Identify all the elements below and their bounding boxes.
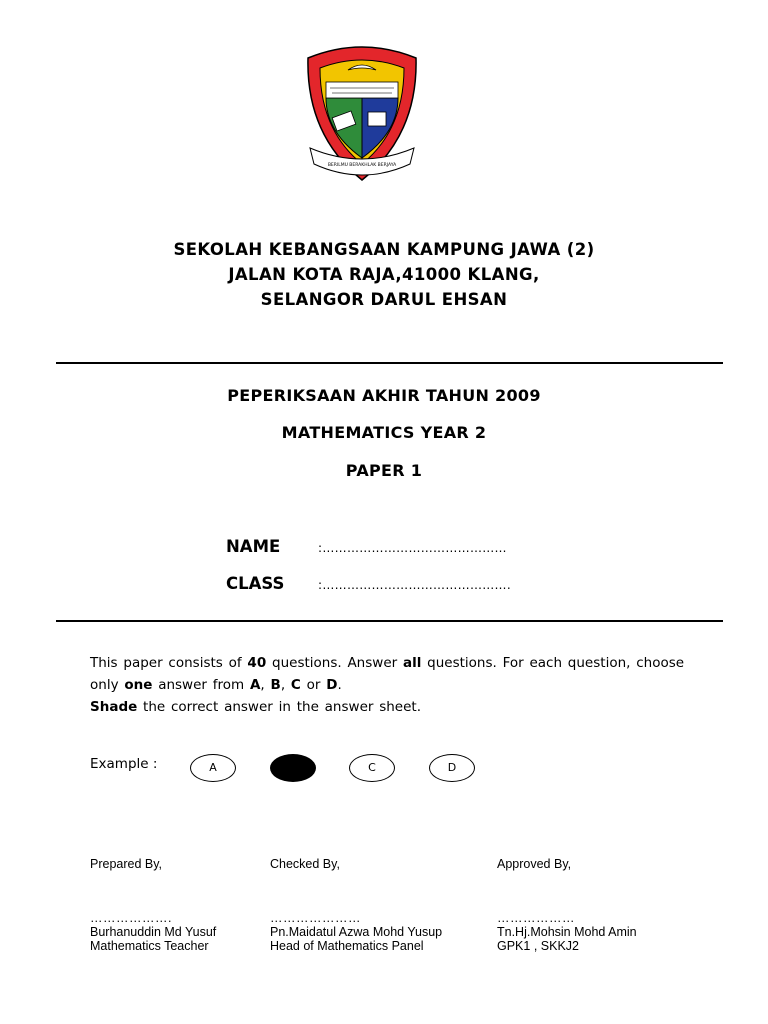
- signature-line: ………………: [497, 911, 575, 925]
- name-label: NAME: [226, 537, 281, 556]
- signature-checked: Checked By, ………………… Pn.Maidatul Azwa Mohd Yusup Head of Mathematics Panel: [270, 857, 443, 953]
- signatory-title: Head of Mathematics Panel: [270, 939, 424, 953]
- shade-keyword: Shade: [90, 699, 138, 715]
- exam-subject: MATHEMATICS YEAR 2: [281, 423, 487, 442]
- school-street: JALAN KOTA RAJA,41000 KLANG,: [228, 265, 540, 284]
- divider-bottom: [56, 620, 723, 622]
- class-blank[interactable]: :……………………………………….: [318, 578, 511, 592]
- exam-paper: PAPER 1: [345, 461, 423, 480]
- signature-line: ……………….: [90, 911, 172, 925]
- signatory-name: Tn.Hj.Mohsin Mohd Amin: [497, 925, 637, 939]
- example-option-b-shaded: B: [270, 754, 316, 782]
- divider-top: [56, 362, 723, 364]
- school-crest-logo: [300, 40, 424, 190]
- school-state: SELANGOR DARUL EHSAN: [260, 290, 508, 309]
- example-option-c: C: [349, 754, 395, 782]
- class-field[interactable]: [226, 574, 511, 593]
- example-option-d: D: [429, 754, 475, 782]
- example-label: Example :: [90, 756, 158, 772]
- crest-motto: BERILMU BERAKHLAK BERJAYA: [327, 163, 397, 168]
- school-name: SEKOLAH KEBANGSAAN KAMPUNG JAWA (2): [173, 240, 595, 259]
- signature-approved: Approved By, ……………… Tn.Hj.Mohsin Mohd Amin GPK1 , SKKJ2: [497, 857, 637, 953]
- name-blank[interactable]: :………………………………………: [318, 541, 507, 555]
- instructions: This paper consists of 40 questions. Answer all questions. For each question, choose only one answer from A, B, C or D. Shade the correct answer in the answer sheet.: [90, 655, 685, 715]
- signature-line: …………………: [270, 911, 361, 925]
- signatory-name: Burhanuddin Md Yusuf: [90, 925, 217, 939]
- signatory-name: Pn.Maidatul Azwa Mohd Yusup: [270, 925, 443, 939]
- signature-prepared: Prepared By, ………………. Burhanuddin Md Yusuf Mathematics Teacher: [90, 857, 217, 953]
- name-field[interactable]: [226, 537, 507, 556]
- class-label: CLASS: [226, 574, 285, 593]
- example-option-a: A: [190, 754, 236, 782]
- school-header: [0, 237, 768, 312]
- question-count: 40: [247, 655, 267, 671]
- exam-title: PEPERIKSAAN AKHIR TAHUN 2009: [227, 386, 541, 405]
- signatory-title: GPK1 , SKKJ2: [497, 939, 579, 953]
- signatory-title: Mathematics Teacher: [90, 939, 209, 953]
